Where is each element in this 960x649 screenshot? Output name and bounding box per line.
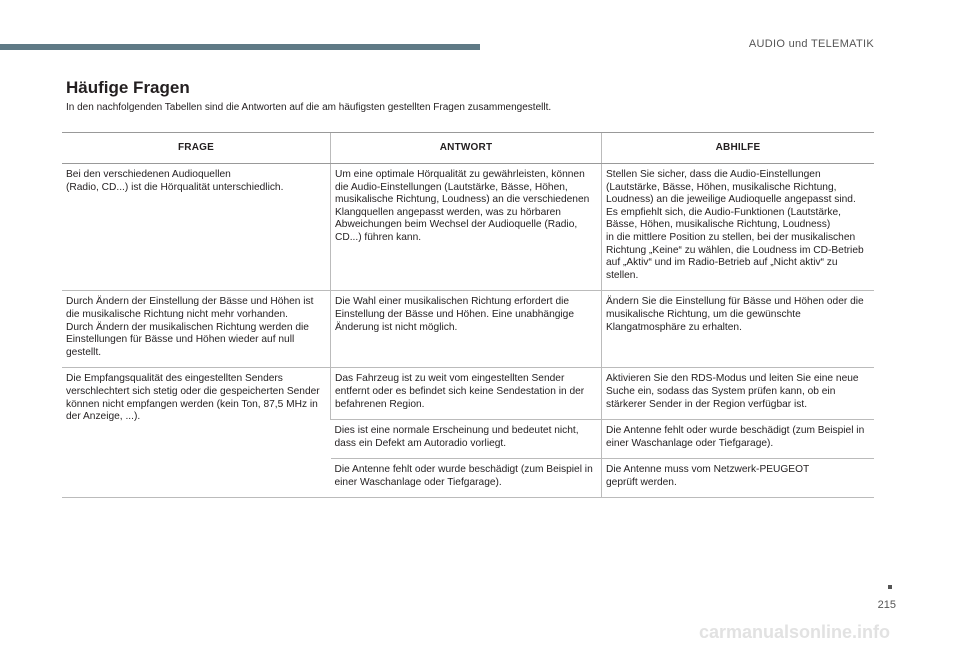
faq-table (62, 132, 874, 498)
page-marker (888, 585, 892, 589)
antwort-cell: Die Wahl einer musikalischen Richtung erfordert die Einstellung der Bässe und Höhen. Eine unabhängige Änderung ist nicht möglich. (331, 291, 602, 368)
header-accent-bar (0, 44, 480, 50)
frage-cell: Durch Ändern der Einstellung der Bässe und Höhen ist die musikalische Richtung nicht mehr vorhanden. Durch Ändern der musikalischen Richtung werden die Einstellungen für Bässe und Höhen wieder auf null gestellt. (62, 291, 331, 368)
antwort-cell: Das Fahrzeug ist zu weit vom eingestellten Sender entfernt oder es befindet sich keine Sendestation in der befahrenen Region. (331, 368, 602, 420)
section-label: AUDIO und TELEMATIK (748, 38, 874, 50)
abhilfe-suffix: geprüft werden. (606, 476, 677, 488)
table-row (62, 164, 874, 291)
column-header-antwort: ANTWORT (331, 133, 602, 164)
page-number: 215 (877, 599, 896, 611)
abhilfe-cell: Ändern Sie die Einstellung für Bässe und Höhen oder die musikalische Richtung, um die gewünschte Klangatmosphäre zu erhalten. (602, 291, 875, 368)
abhilfe-prefix: Die Antenne muss vom Netzwerk- (606, 464, 760, 476)
abhilfe-cell: Die Antenne fehlt oder wurde beschädigt (zum Beispiel in einer Waschanlage oder Tiefgarage). (602, 420, 875, 459)
column-header-abhilfe: ABHILFE (602, 133, 875, 164)
table-row (62, 291, 874, 368)
frage-cell: Bei den verschiedenen Audioquellen (Radio, CD...) ist die Hörqualität unterschiedlich. (62, 164, 331, 291)
antwort-cell: Dies ist eine normale Erscheinung und bedeutet nicht, dass ein Defekt am Autoradio vorliegt. (331, 420, 602, 459)
page-title: Häufige Fragen (66, 78, 190, 97)
antwort-cell: Um eine optimale Hörqualität zu gewährleisten, können die Audio-Einstellungen (Lautstärke, Bässe, Höhen, musikalische Richtung, Loudness) an die verschiedenen Klangquellen angepasst werden, was zu hörbaren Abweichungen beim Wechsel der Audioquelle (Radio, CD...) führen kann. (331, 164, 602, 291)
watermark: carmanualsonline.info (698, 622, 890, 642)
abhilfe-cell: Stellen Sie sicher, dass die Audio-Einstellungen (Lautstärke, Bässe, Höhen, musikalische Richtung, Loudness) an die jeweilige Audioquelle angepasst sind. Es empfiehlt sich, die Audio-Funktionen (Lautstärke, Bässe, Höhen, musikalische Richtung, Loudness) in die mittlere Position zu stellen, bei der musikalischen Richtung „Keine“ zu wählen, die Loudness im CD-Betrieb auf „Aktiv“ und im Radio-Betrieb auf „Nicht aktiv“ zu stellen. (602, 164, 875, 291)
intro-text: In den nachfolgenden Tabellen sind die Antworten auf die am häufigsten gestellten Fragen zusammengestellt. (66, 102, 552, 113)
column-header-frage: FRAGE (62, 133, 331, 164)
table-header-row (62, 133, 874, 164)
table-row (62, 368, 874, 420)
abhilfe-cell (602, 459, 875, 498)
frage-cell: Die Empfangsqualität des eingestellten Senders verschlechtert sich stetig oder die gespeicherten Sender können nicht empfangen werden (kein Ton, 87,5 MHz in der Anzeige, ...). (62, 368, 331, 498)
antwort-cell: Die Antenne fehlt oder wurde beschädigt (zum Beispiel in einer Waschanlage oder Tiefgarage). (331, 459, 602, 498)
abhilfe-cell: Aktivieren Sie den RDS-Modus und leiten Sie eine neue Suche ein, sodass das System prüfen kann, ob ein stärkerer Sender in der Region verfügbar ist. (602, 368, 875, 420)
brand-name: PEUGEOT (759, 464, 810, 476)
